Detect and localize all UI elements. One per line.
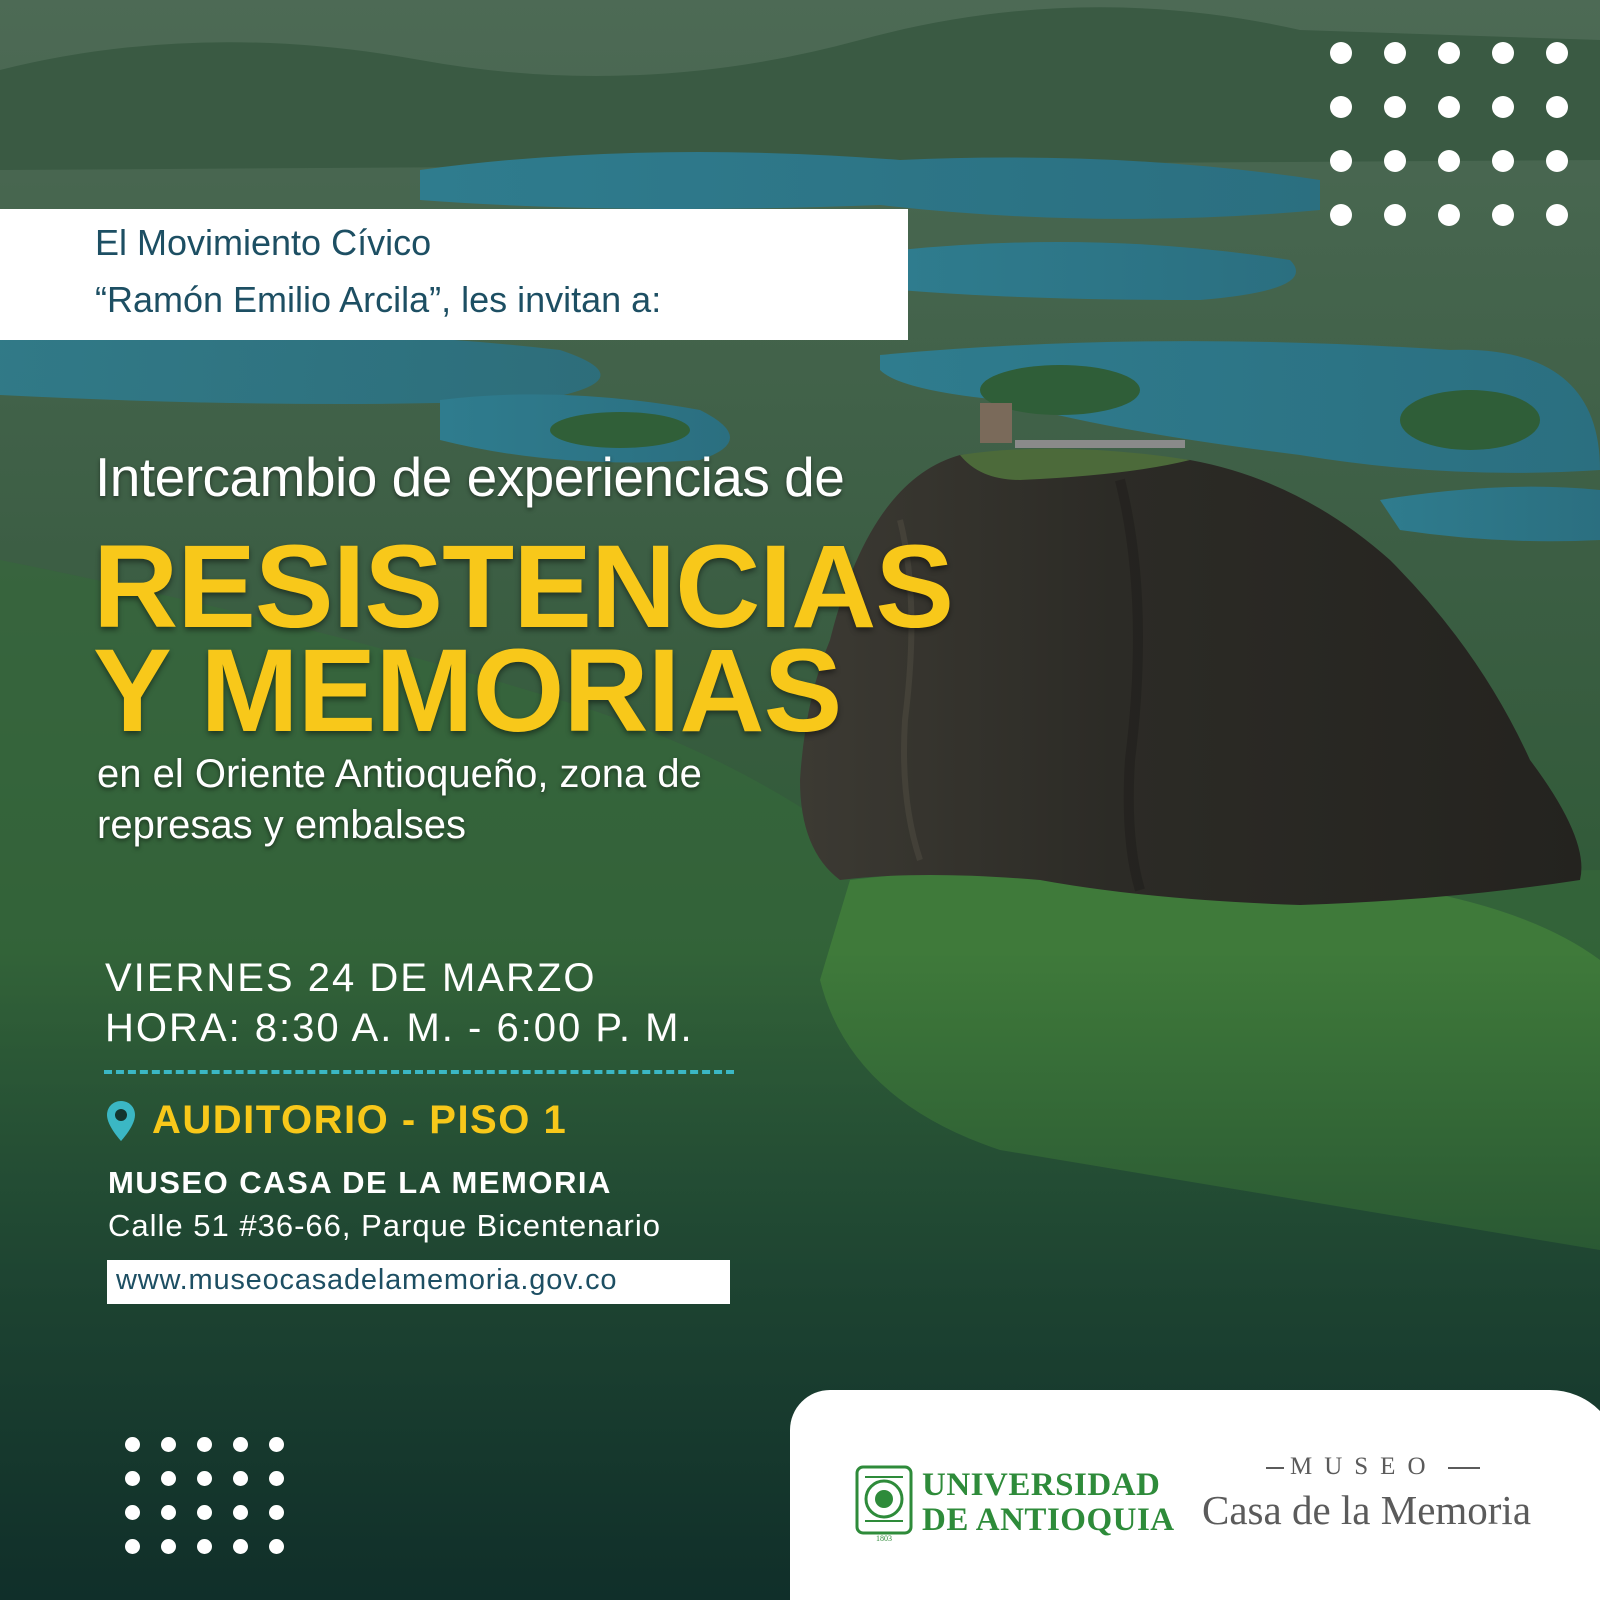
dot: [1492, 150, 1514, 172]
dot: [1384, 96, 1406, 118]
event-time: HORA: 8:30 A. M. - 6:00 P. M.: [105, 1006, 694, 1050]
dot: [269, 1505, 284, 1520]
dot: [1492, 204, 1514, 226]
dot: [269, 1437, 284, 1452]
dot: [269, 1539, 284, 1554]
dot: [1438, 96, 1460, 118]
dot: [233, 1471, 248, 1486]
decorative-dot-grid-top: [1330, 42, 1600, 258]
dot: [161, 1437, 176, 1452]
website-link[interactable]: www.museocasadelamemoria.gov.co: [116, 1264, 618, 1296]
event-region-line-1: en el Oriente Antioqueño, zona de: [97, 752, 702, 796]
dot: [161, 1539, 176, 1554]
dot: [161, 1505, 176, 1520]
decorative-dot-grid-bottom: [125, 1437, 305, 1573]
dashed-divider: [104, 1070, 734, 1074]
intro-line-1: El Movimiento Cívico: [95, 222, 432, 263]
dot: [125, 1539, 140, 1554]
dot: [1330, 150, 1352, 172]
dot: [1492, 96, 1514, 118]
dot: [1438, 42, 1460, 64]
dot: [1438, 204, 1460, 226]
dot: [233, 1505, 248, 1520]
university-seal-icon: [855, 1465, 913, 1543]
museum-address: Calle 51 #36-66, Parque Bicentenario: [108, 1208, 662, 1243]
museum-logo-top: MUSEO: [1290, 1453, 1438, 1480]
dot: [1546, 42, 1568, 64]
dot: [1330, 204, 1352, 226]
dot: [197, 1437, 212, 1452]
museum-logo-rule-right: [1448, 1467, 1480, 1469]
dot: [1438, 150, 1460, 172]
event-subtitle: Intercambio de experiencias de: [95, 446, 845, 508]
dot: [1384, 42, 1406, 64]
dot: [125, 1437, 140, 1452]
event-headline-line-2: Y MEMORIAS: [93, 625, 842, 757]
museum-logo-bottom: Casa de la Memoria: [1202, 1487, 1532, 1533]
dot: [125, 1505, 140, 1520]
museum-name: MUSEO CASA DE LA MEMORIA: [108, 1165, 612, 1200]
dot: [1546, 150, 1568, 172]
event-headline-line-1: RESISTENCIAS: [93, 521, 954, 653]
event-date: VIERNES 24 DE MARZO: [105, 956, 597, 1000]
dot: [197, 1471, 212, 1486]
dot: [269, 1471, 284, 1486]
map-pin-icon: [106, 1100, 136, 1142]
dot: [1330, 96, 1352, 118]
university-name-line-1: UNIVERSIDAD: [922, 1467, 1161, 1503]
university-name-line-2: DE ANTIOQUIA: [922, 1502, 1175, 1538]
dot: [1330, 42, 1352, 64]
museum-logo-rule-left: [1266, 1467, 1284, 1469]
dot: [197, 1505, 212, 1520]
dot: [233, 1539, 248, 1554]
dot: [1384, 150, 1406, 172]
dot: [161, 1471, 176, 1486]
dot: [233, 1437, 248, 1452]
intro-line-2: “Ramón Emilio Arcila”, les invitan a:: [95, 279, 662, 320]
seal-year: 1803: [876, 1534, 892, 1543]
dot: [1546, 204, 1568, 226]
dot: [1546, 96, 1568, 118]
dot: [197, 1539, 212, 1554]
dot: [1492, 42, 1514, 64]
venue-name: AUDITORIO - PISO 1: [152, 1098, 568, 1142]
dot: [125, 1471, 140, 1486]
dot: [1384, 204, 1406, 226]
event-region-line-2: represas y embalses: [97, 803, 467, 847]
